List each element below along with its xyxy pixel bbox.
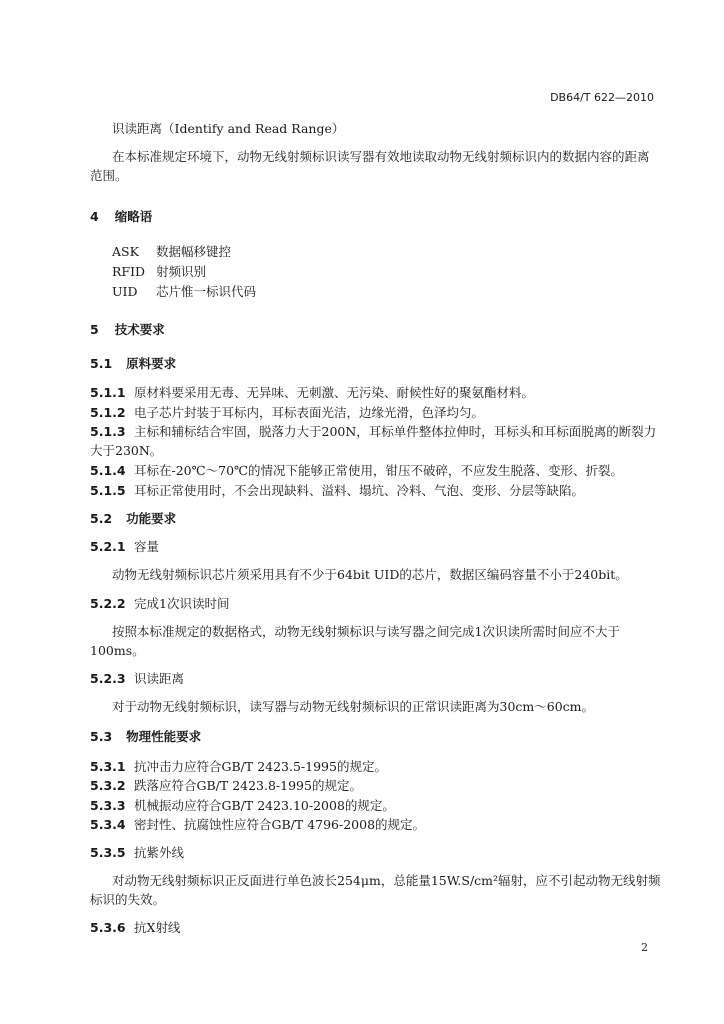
clause-5-1-3: [90, 422, 656, 440]
clause-5-1-3-continuation: 大于230N。: [90, 443, 163, 458]
clause-number: 5.1.1: [90, 385, 126, 400]
clause-5-2-1-heading: [90, 537, 159, 555]
clause-5-1-4: [90, 461, 623, 479]
clause-5-2-3-text: 对于动物无线射频标识，读写器与动物无线射频标识的正常识读距离为30cm～60cm。: [112, 699, 595, 714]
clause-text: 耳标正常使用时，不会出现缺料、溢料、塌坑、冷料、气泡、变形、分层等缺陷。: [134, 483, 585, 498]
clause-5-3-6-heading: [90, 918, 180, 936]
standard-code: DB64/T 622—2010: [550, 91, 654, 104]
clause-5-3-5-heading: [90, 843, 184, 861]
clause-number: 5.1.2: [90, 405, 126, 420]
clause-text: 跌落应符合GB/T 2423.8-1995的规定。: [134, 778, 362, 793]
abbreviation-row: [112, 242, 231, 260]
clause-5-2-2-heading: [90, 594, 229, 612]
abbreviation: UID: [112, 284, 138, 299]
clause-5-3-1: [90, 757, 387, 775]
clause-5-2-2-text-line2: 100ms。: [90, 643, 145, 658]
clause-number: 5.3.4: [90, 817, 126, 832]
subsection-title: 原料要求: [126, 356, 177, 371]
clause-number: 5.1.5: [90, 483, 126, 498]
clause-title: 识读距离: [134, 671, 185, 686]
subsection-5-3-heading: [90, 727, 201, 745]
clause-text: 机械振动应符合GB/T 2423.10-2008的规定。: [134, 798, 395, 813]
clause-5-1-1: [90, 383, 534, 401]
clause-5-2-1-text: 动物无线射频标识芯片须采用具有不少于64bit UID的芯片，数据区编码容量不小于240bit。: [112, 567, 628, 582]
clause-5-1-5: [90, 481, 584, 499]
subsection-number: 5.3: [90, 729, 113, 744]
section-4-heading: [90, 207, 152, 225]
clause-5-3-2: [90, 776, 362, 794]
clause-5-3-4: [90, 815, 425, 833]
section-title: 技术要求: [114, 322, 165, 337]
clause-number: 5.2.3: [90, 671, 126, 686]
subsection-5-1-heading: [90, 354, 176, 372]
clause-number: 5.1.3: [90, 424, 126, 439]
clause-number: 5.3.5: [90, 845, 126, 860]
section-number: 4: [90, 209, 99, 224]
subsection-5-2-heading: [90, 509, 176, 527]
clause-text: 抗冲击力应符合GB/T 2423.5-1995的规定。: [134, 759, 387, 774]
abbreviation-meaning: 射频识别: [156, 264, 207, 279]
clause-number: 5.2.1: [90, 539, 126, 554]
clause-number: 5.3.1: [90, 759, 126, 774]
clause-number: 5.3.3: [90, 798, 126, 813]
subsection-number: 5.2: [90, 511, 113, 526]
abbreviation-meaning: 芯片惟一标识代码: [156, 284, 257, 299]
section-title: 缩略语: [114, 209, 153, 224]
clause-text: 耳标在-20℃～70℃的情况下能够正常使用，钳压不破碎，不应发生脱落、变形、折裂。: [134, 463, 624, 478]
section-5-heading: [90, 320, 165, 338]
clause-number: 5.3.2: [90, 778, 126, 793]
clause-number: 5.3.6: [90, 920, 126, 935]
abbreviation-row: [112, 262, 206, 280]
term-definition-line2: 范围。: [90, 168, 128, 183]
clause-5-2-3-heading: [90, 669, 184, 687]
clause-number: 5.2.2: [90, 596, 126, 611]
section-number: 5: [90, 322, 99, 337]
subsection-title: 功能要求: [126, 511, 177, 526]
clause-text: 密封性、抗腐蚀性应符合GB/T 4796-2008的规定。: [134, 817, 426, 832]
clause-title: 抗紫外线: [134, 845, 185, 860]
clause-number: 5.1.4: [90, 463, 126, 478]
clause-5-2-2-text-line1: 按照本标准规定的数据格式，动物无线射频标识与读写器之间完成1次识读所需时间应不大于: [112, 624, 620, 639]
clause-5-3-3: [90, 796, 395, 814]
clause-text: 原材料要采用无毒、无异味、无刺激、无污染、耐候性好的聚氨酯材料。: [134, 385, 535, 400]
clause-5-3-5-text-line2: 标识的失效。: [90, 892, 166, 907]
abbreviation: RFID: [112, 264, 146, 279]
clause-5-3-5-text-line1: 对动物无线射频标识正反面进行单色波长254μm，总能量15W.S/cm²辐射，应不引起动物无线射频: [112, 873, 661, 888]
clause-text: 电子芯片封装于耳标内，耳标表面光洁，边缘光滑，色泽均匀。: [134, 405, 485, 420]
subsection-number: 5.1: [90, 356, 113, 371]
clause-5-1-2: [90, 403, 484, 421]
clause-title: 完成1次识读时间: [134, 596, 230, 611]
term-definition-line1: 在本标准规定环境下，动物无线射频标识读写器有效地读取动物无线射频标识内的数据内容的距离: [112, 149, 650, 164]
term-title: 识读距离（Identify and Read Range）: [112, 121, 345, 136]
abbreviation-meaning: 数据幅移键控: [156, 244, 232, 259]
clause-title: 抗X射线: [134, 920, 181, 935]
clause-title: 容量: [134, 539, 160, 554]
subsection-title: 物理性能要求: [126, 729, 202, 744]
abbreviation-row: [112, 282, 256, 300]
abbreviation: ASK: [112, 244, 139, 259]
page-number: 2: [641, 941, 648, 954]
clause-text: 主标和辅标结合牢固，脱落力大于200N，耳标单件整体拉伸时，耳标头和耳标面脱离的断裂力: [134, 424, 657, 439]
